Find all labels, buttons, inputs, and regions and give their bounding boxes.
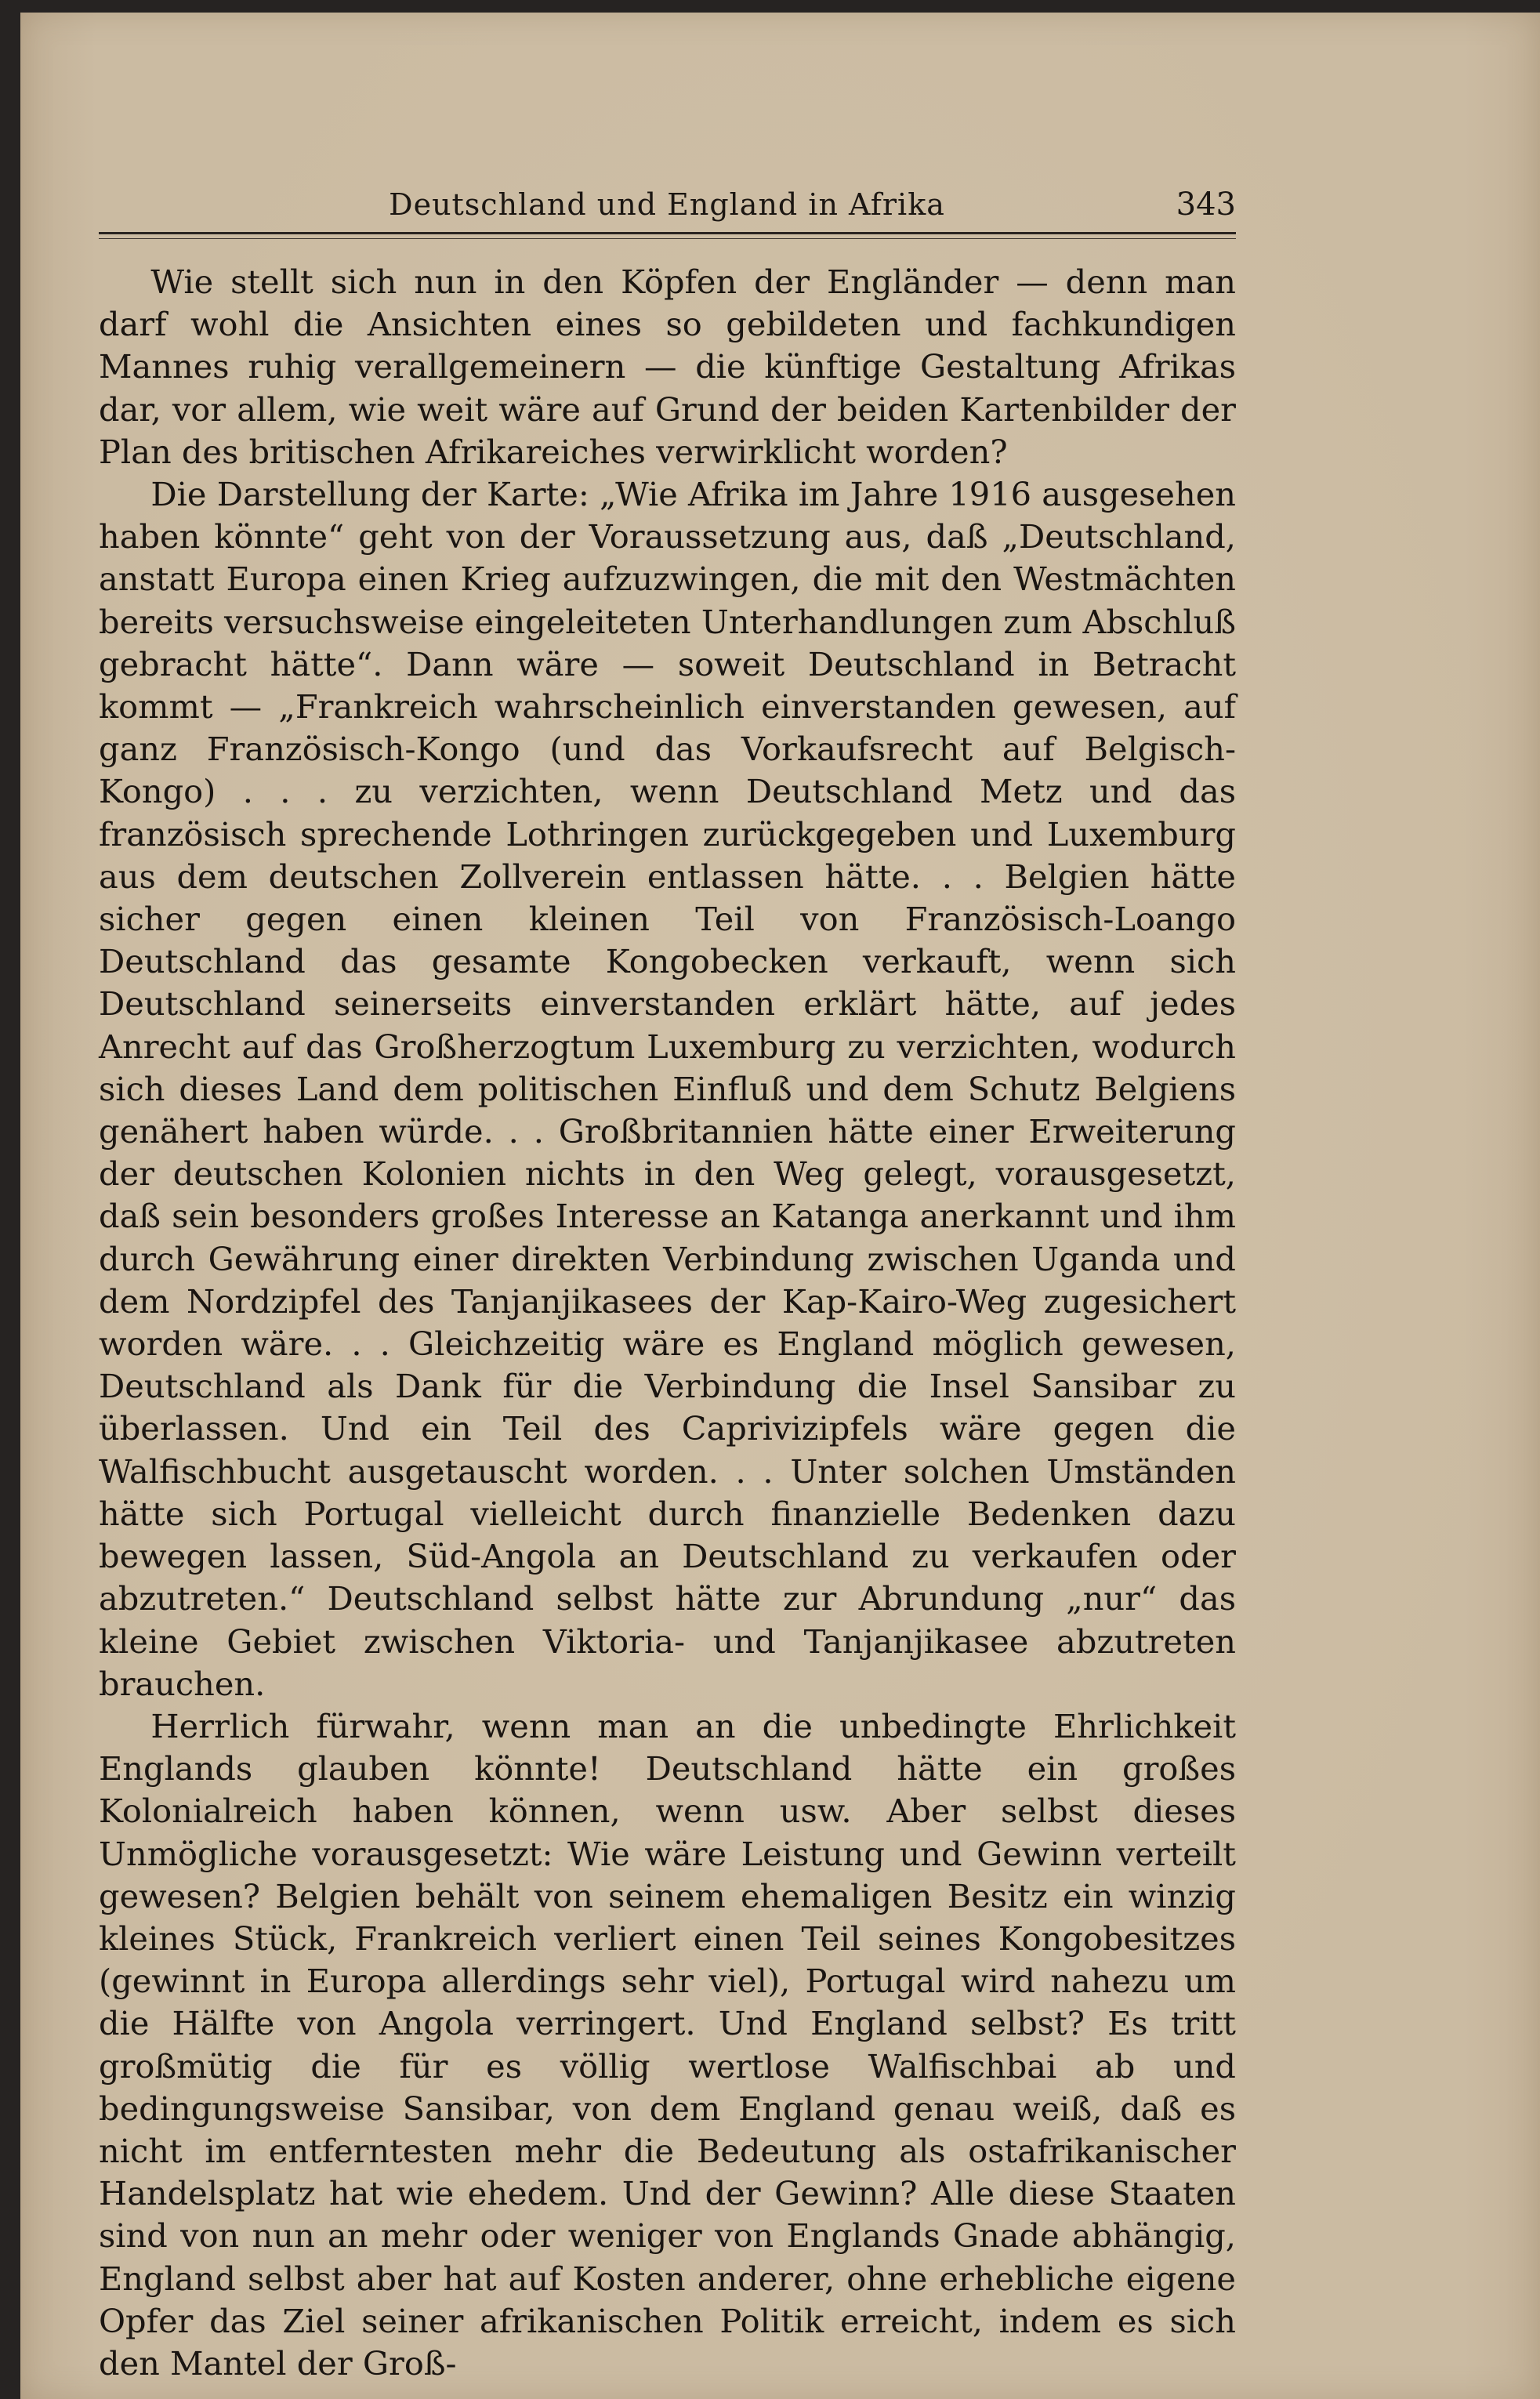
book-page (20, 13, 1540, 2399)
paragraph: Die Darstellung der Karte: „Wie Afrika im Jahre 1916 ausgesehen haben könnte“ geht von der Voraussetzung aus, daß „Deutschland, anstatt Europa einen Krieg aufzuzwingen, die mit den Westmächten bereits versuchsweise eingeleiteten Unterhandlungen zum Abschluß gebracht hätte“. Dann wäre — soweit Deutschland in Betracht kommt — „Frankreich wahrscheinlich einverstanden gewesen, auf ganz Französisch-Kongo (und das Vorkaufsrecht auf Belgisch-Kongo) . . . zu verzichten, wenn Deutschland Metz und das französisch sprechende Lothringen zurückgegeben und Luxemburg aus dem deutschen Zollverein entlassen hätte. . . Belgien hätte sicher gegen einen kleinen Teil von Französisch-Loango Deutschland das gesamte Kongobecken verkauft, wenn sich Deutschland seinerseits einverstanden erklärt hätte, auf jedes Anrecht auf das Großherzogtum Luxemburg zu verzichten, wodurch sich dieses Land dem politischen Einfluß und dem Schutz Belgiens genähert haben würde. . . Großbritannien hätte einer Erweiterung der deutschen Kolonien nichts in den Weg gelegt, vorausgesetzt, daß sein besonders großes Interesse an Katanga anerkannt und ihm durch Gewährung einer direkten Verbindung zwischen Uganda und dem Nordzipfel des Tanjanjikasees der Kap-Kairo-Weg zugesichert worden wäre. . . Gleichzeitig wäre es England möglich gewesen, Deutschland als Dank für die Verbindung die Insel Sansibar zu überlassen. Und ein Teil des Caprivizipfels wäre gegen die Walfischbucht ausgetauscht worden. . . Unter solchen Umständen hätte sich Portugal vielleicht durch finanzielle Bedenken dazu bewegen lassen, Süd-Angola an Deutschland zu verkaufen oder abzutreten.“ Deutschland selbst hätte zur Abrundung „nur“ das kleine Gebiet zwischen Viktoria- und Tanjanjikasee abzutreten brauchen. (99, 475, 1236, 1703)
body-text (99, 261, 1236, 2385)
header-rule-thin (99, 238, 1236, 239)
paragraph: Herrlich fürwahr, wenn man an die unbedingte Ehrlichkeit Englands glauben könnte! Deutschland hätte ein großes Kolonialreich haben können, wenn usw. Aber selbst dieses Unmögliche vorausgesetzt: Wie wäre Leistung und Gewinn verteilt gewesen? Belgien behält von seinem ehemaligen Besitz ein winzig kleines Stück, Frankreich verliert einen Teil seines Kongobesitzes (gewinnt in Europa allerdings sehr viel), Portugal wird nahezu um die Hälfte von Angola verringert. Und England selbst? Es tritt großmütig die für es völlig wertlose Walfischbai ab und bedingungsweise Sansibar, von dem England genau weiß, daß es nicht im entferntesten mehr die Bedeutung als ostafrikanischer Handelsplatz hat wie ehedem. Und der Gewinn? Alle diese Staaten sind von nun an mehr oder weniger von Englands Gnade abhängig, England selbst aber hat auf Kosten anderer, ohne erhebliche eigene Opfer das Ziel seiner afrikanischen Politik erreicht, indem es sich den Mantel der Groß- (99, 1706, 1236, 2383)
page-header (99, 181, 1236, 228)
paragraph: Wie stellt sich nun in den Köpfen der Engländer — denn man darf wohl die Ansichten eines so gebildeten und fachkundigen Mannes ruhig verallgemeinern — die künftige Gestaltung Afrikas dar, vor allem, wie weit wäre auf Grund der beiden Kartenbilder der Plan des britischen Afrikareiches verwirklicht worden? (99, 263, 1236, 471)
running-title: Deutschland und England in Afrika (389, 187, 945, 222)
header-rule (99, 232, 1236, 234)
page-number: 343 (1176, 187, 1236, 223)
